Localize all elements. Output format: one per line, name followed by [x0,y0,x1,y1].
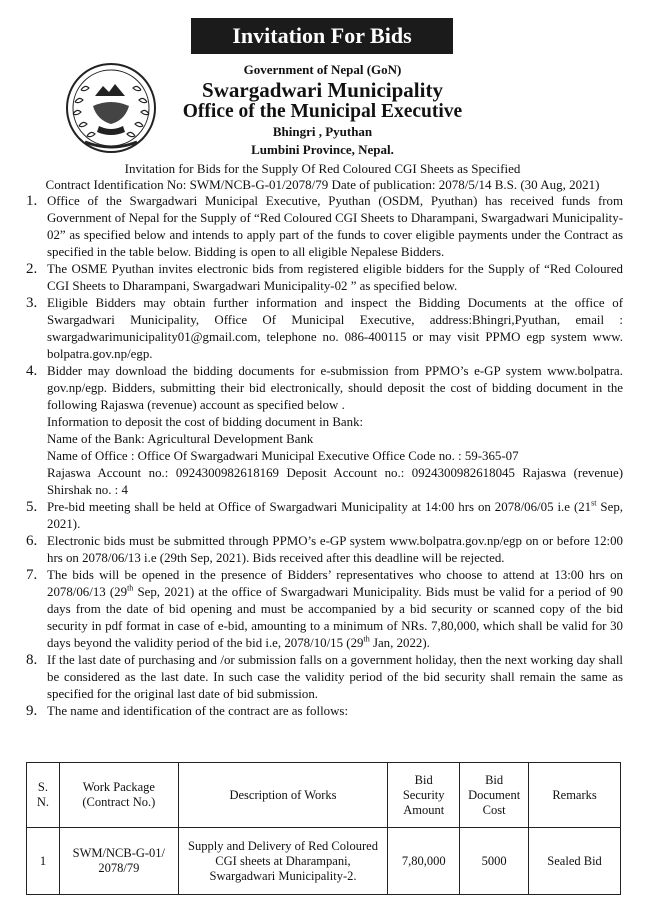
contract-table [26,762,621,895]
item-text: Electronic bids must be submitted through PPMO’s e-GP system www.bolpatra.gov.np/egp on or before 12:00 hrs on 2078/06/13 i.e (29th Sep, 2021). Bids received after this deadline will be rejected. [47,534,623,565]
office-address: Bhingri , Pyuthan [272,124,373,139]
contract-id-line: Contract Identification No: SWM/NCB-G-01/2078/79 Date of publication: 2078/5/14 B.S. (30 Aug, 2021) [45,177,600,192]
notice-item-5 [26,499,623,533]
item-number: 6. [26,533,38,549]
item-text: The OSME Pyuthan invites electronic bids from registered eligible bidders for the Supply of “Red Coloured CGI Sheets to Dharampani, Swargadwari Municipality-02 ” as specified below. [47,262,623,293]
office-code: Name of Office : Office Of Swargadwari Municipal Executive Office Code no. : 59-365-07 [47,449,519,463]
item-number: 3. [26,295,38,311]
item-number: 8. [26,652,38,668]
notice-item-7 [26,567,623,652]
item-number: 4. [26,363,38,379]
province-line: Lumbini Province, Nepal. [251,142,394,157]
header-description: Description of Works [178,763,388,828]
header-bid-security: Bid Security Amount [388,763,460,828]
cell-sn: 1 [27,828,60,895]
notice-item-3 [26,295,623,363]
notice-item-1 [26,193,623,261]
header-remarks: Remarks [529,763,621,828]
invitation-line: Invitation for Bids for the Supply Of Red Coloured CGI Sheets as Specified [124,161,521,176]
item-text: If the last date of purchasing and /or submission falls on a government holiday, then the next working day shall be considered as the last date. In such case the validity period of the bid security shall remain the same as specified for the original last date of bid submission. [47,653,623,701]
table-row [27,828,621,895]
notice-banner: Invitation For Bids [191,18,453,54]
header-sn: S. N. [27,763,60,828]
bank-info-heading: Information to deposit the cost of bidding document in Bank: [47,415,364,429]
cell-bid-security: 7,80,000 [388,828,460,895]
item-text: The bids will be opened in the presence of Bidders’ representatives who choose to attend at 13:00 hrs on 2078/06/13 (29th Sep, 2021) at the office of Swargadwari Municipality. Bids must be valid for a period of 90 days from the date of bid opening and must be accompanied by a bid security or scanned copy of the bid security in pdf format in case of e-bid, amounting to a minimum of NRs. 7,80,000, which shall be valid for 30 days beyond the validity period of the bid i.e, 2078/10/15 (29th Jan, 2022). [47,568,623,650]
notice-item-8 [26,652,623,703]
cell-remarks: Sealed Bid [529,828,621,895]
item-number: 9. [26,703,38,719]
item-text: The name and identification of the contract are as follows: [47,704,349,718]
item-number: 7. [26,567,38,583]
bank-name: Name of the Bank: Agricultural Development Bank [47,432,314,446]
item-text: Bidder may download the bidding documents for e-submission from PPMO’s e-GP system www.bolpatra. gov.np/egp. Bidders, submitting their bid electronically, should deposit the cost of bidding document in the following Rajaswa (revenue) account as specified below . [47,364,623,412]
header-work-package: Work Package (Contract No.) [59,763,178,828]
item-text: Office of the Swargadwari Municipal Executive, Pyuthan (OSDM, Pyuthan) has received funds from Government of Nepal for the Supply of “Red Coloured CGI Sheets to Dharampani, Swargadwari Municipality-02” as specified below and intends to apply part of the funds to cover eligible payments under the Contract as specified in the table below. Bidding is open to all eligible Nepalese Bidders. [47,194,623,259]
item-text: Pre-bid meeting shall be held at Office of Swargadwari Municipality at 14:00 hrs on 2078/06/05 i.e (21st Sep, 2021). [47,498,623,531]
table-header-row [27,763,621,828]
notice-items [26,193,623,720]
header-document-cost: Bid Document Cost [460,763,529,828]
municipality-name: Swargadwari Municipality [202,78,443,102]
office-name: Office of the Municipal Executive [182,101,463,122]
cell-document-cost: 5000 [460,828,529,895]
notice-item-2 [26,261,623,295]
government-line: Government of Nepal (GoN) [243,62,402,77]
cell-work-package: SWM/NCB-G-01/ 2078/79 [59,828,178,895]
item-text: Eligible Bidders may obtain further information and inspect the Bidding Documents at the office of Swargadwari Municipality, Office Of Municipal Executive, address:Bhingri,Pyuthan, email : swargadwarimunicipality01@gmail.com, telephone no. 086-400115 or may visit PPMO egp system www. bolpatra.gov.np/egp. [47,296,623,361]
notice-item-4 [26,363,623,499]
notice-item-9 [26,703,623,720]
account-numbers: Rajaswa Account no.: 0924300982618169 Deposit Account no.: 0924300982618045 Rajaswa (revenue) Shirshak no. : 4 [47,466,623,497]
item-number: 1. [26,193,38,209]
item-number: 5. [26,499,38,515]
cell-description: Supply and Delivery of Red Coloured CGI sheets at Dharampani, Swargadwari Municipality-2. [178,828,388,895]
item-number: 2. [26,261,38,277]
notice-item-6 [26,533,623,567]
